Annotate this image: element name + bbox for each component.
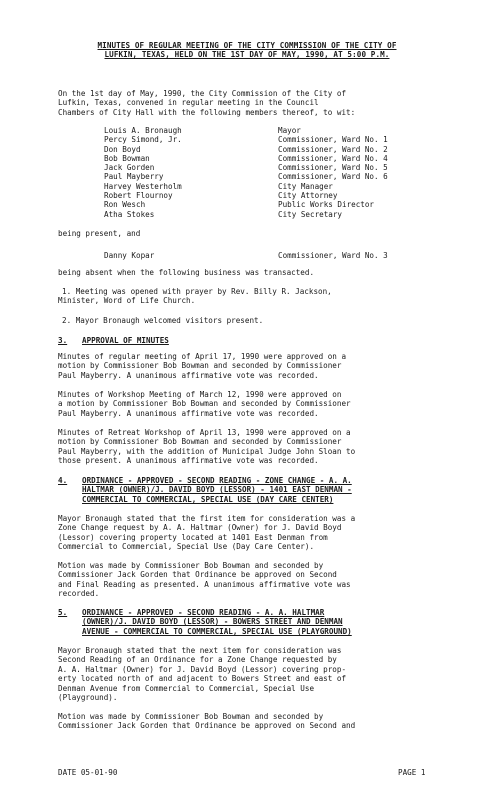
text-line: Chambers of City Hall with the following members thereof, to wit: (58, 107, 356, 117)
absent-member-row (104, 251, 434, 261)
member-name: Percy Simond, Jr. (104, 135, 182, 145)
minutes-paragraph-2 (58, 390, 432, 418)
text-line: Paul Mayberry. A unanimous affirmative vote was recorded. (58, 370, 319, 380)
text-line: Minutes of Retreat Workshop of April 13, 1990 were approved on a (58, 428, 351, 437)
member-name: Don Boyd (104, 144, 141, 154)
title-line: MINUTES OF REGULAR MEETING OF THE CITY COMMISSION OF THE CITY OF (97, 41, 397, 50)
member-row (104, 200, 434, 209)
item-5-paragraph-2 (58, 712, 432, 731)
member-name: Louis A. Bronaugh (104, 126, 182, 135)
item-4-paragraph-2 (58, 561, 432, 599)
text-line: 1. Meeting was opened with prayer by Rev. Billy R. Jackson, (62, 287, 332, 296)
footer-page-number: PAGE 1 (398, 768, 426, 777)
text-line: erty located north of and adjacent to Bowers Street and east of (58, 674, 347, 684)
member-row (104, 172, 434, 181)
title-line: LUFKIN, TEXAS, HELD ON THE 1ST DAY OF MAY, 1990, AT 5:00 P.M. (104, 50, 390, 60)
member-name: Paul Mayberry (104, 172, 164, 182)
absent-paragraph (58, 268, 432, 277)
member-name: Jack Gorden (104, 163, 155, 173)
section-title (82, 608, 352, 636)
member-row (104, 145, 434, 154)
minutes-paragraph-3 (58, 428, 432, 466)
text-line: Commercial to Commercial, Special Use (Day Care Center). (58, 542, 315, 552)
heading-line: ORDINANCE - APPROVED - SECOND READING - A. A. HALTMAR (82, 608, 325, 617)
member-title: Mayor (278, 126, 301, 135)
text-line: Commissioner Jack Gorden that Ordinance be approved on Second and (58, 721, 356, 731)
text-line: Motion was made by Commissioner Bob Bowman and seconded by (58, 712, 324, 721)
text-line: being absent when the following business was transacted. (58, 268, 315, 277)
footer-date: DATE 05-01-90 (58, 768, 118, 777)
member-title: Commissioner, Ward No. 4 (278, 153, 388, 163)
item-2-paragraph (62, 316, 436, 325)
section-title: APPROVAL OF MINUTES (82, 336, 169, 345)
text-line: A. A. Haltmar (Owner) for J. David Boyd (Lessor) covering prop- (58, 664, 347, 674)
text-line: On the 1st day of May, 1990, the City Commission of the City of (58, 89, 347, 98)
text-line: Minister, Word of Life Church. (58, 296, 196, 306)
text-line: Minutes of Workshop Meeting of March 12, 1990 were approved on (58, 390, 342, 399)
member-title: Commissioner, Ward No. 5 (278, 163, 388, 173)
text-line: 2. Mayor Bronaugh welcomed visitors present. (62, 316, 264, 325)
document-title (58, 41, 436, 60)
text-line: recorded. (58, 589, 100, 599)
member-row (104, 182, 434, 191)
text-line: Paul Mayberry, with the addition of Municipal Judge John Sloan to (58, 446, 356, 456)
member-row (104, 191, 434, 200)
section-heading-approval-of-minutes (58, 336, 434, 346)
member-title: Public Works Director (278, 200, 375, 210)
text-line: being present, and (58, 229, 141, 238)
member-title: Commissioner, Ward No. 1 (278, 135, 388, 145)
text-line: motion by Commissioner Bob Bowman and seconded by Commissioner (58, 361, 342, 371)
section-number: 3. (58, 336, 68, 345)
item-5-paragraph-1 (58, 646, 432, 702)
member-name: Robert Flournoy (104, 191, 173, 201)
section-number: 4. (58, 476, 68, 485)
text-line: Denman Avenue from Commercial to Commercial, Special Use (58, 683, 315, 693)
member-row (104, 163, 434, 172)
item-4-paragraph-1 (58, 514, 432, 552)
text-line: Mayor Bronaugh stated that the next item for consideration was (58, 646, 342, 655)
member-name: Atha Stokes (104, 209, 155, 219)
heading-line: HALTMAR (OWNER)/J. DAVID BOYD (LESSOR) - 1401 EAST DENMAN - (82, 485, 352, 495)
text-line: those present. A unanimous affirmative vote was recorded. (58, 456, 319, 466)
text-line: Motion was made by Commissioner Bob Bowman and seconded by (58, 561, 324, 570)
member-name: Harvey Westerholm (104, 181, 182, 191)
minutes-paragraph-1 (58, 352, 432, 380)
text-line: motion by Commissioner Bob Bowman and seconded by Commissioner (58, 437, 342, 447)
section-title (82, 476, 352, 504)
item-1-paragraph (58, 287, 436, 306)
text-line: Mayor Bronaugh stated that the first item for consideration was a (58, 514, 356, 523)
member-title: City Attorney (278, 191, 338, 201)
section-heading-item-4 (58, 476, 434, 506)
member-title: Commissioner, Ward No. 6 (278, 172, 388, 182)
text-line: Commissioner Jack Gorden that Ordinance be approved on Second (58, 570, 337, 580)
members-list (104, 126, 434, 219)
heading-line: ORDINANCE - APPROVED - SECOND READING - ZONE CHANGE - A. A. (82, 476, 352, 485)
intro-paragraph (58, 89, 432, 117)
text-line: a motion by Commissioner Bob Bowman and seconded by Commissioner (58, 399, 351, 409)
member-title: City Secretary (278, 209, 343, 219)
text-line: Lufkin, Texas, convened in regular meeting in the Council (58, 98, 319, 108)
being-present-text (58, 229, 432, 238)
section-heading-item-5 (58, 608, 434, 638)
section-number: 5. (58, 608, 68, 617)
text-line: (Lessor) covering property located at 1401 East Denman from (58, 532, 328, 542)
member-row (104, 135, 434, 144)
text-line: Minutes of regular meeting of April 17, 1990 were approved on a (58, 352, 347, 361)
heading-line: AVENUE - COMMERCIAL TO COMMERCIAL, SPECIAL USE (PLAYGROUND) (82, 626, 352, 636)
member-title: Commissioner, Ward No. 3 (278, 251, 388, 260)
member-name: Bob Bowman (104, 153, 150, 163)
text-line: Paul Mayberry. A unanimous affirmative vote was recorded. (58, 408, 319, 418)
heading-line: COMMERCIAL TO COMMERCIAL, SPECIAL USE (DAY CARE CENTER) (82, 494, 334, 504)
member-row (104, 126, 434, 135)
member-title: Commissioner, Ward No. 2 (278, 144, 388, 154)
member-row (104, 154, 434, 163)
member-row (104, 210, 434, 219)
text-line: (Playground). (58, 693, 118, 703)
member-name: Ron Wesch (104, 200, 146, 210)
member-name: Danny Kopar (104, 251, 155, 260)
member-title: City Manager (278, 181, 333, 191)
heading-line: (OWNER)/J. DAVID BOYD (LESSOR) - BOWERS STREET AND DENMAN (82, 617, 343, 627)
text-line: Second Reading of an Ordinance for a Zone Change requested by (58, 655, 337, 665)
text-line: and Final Reading as presented. A unanimous affirmative vote was (58, 579, 351, 589)
text-line: Zone Change request by A. A. Haltmar (Owner) for J. David Boyd (58, 523, 342, 533)
